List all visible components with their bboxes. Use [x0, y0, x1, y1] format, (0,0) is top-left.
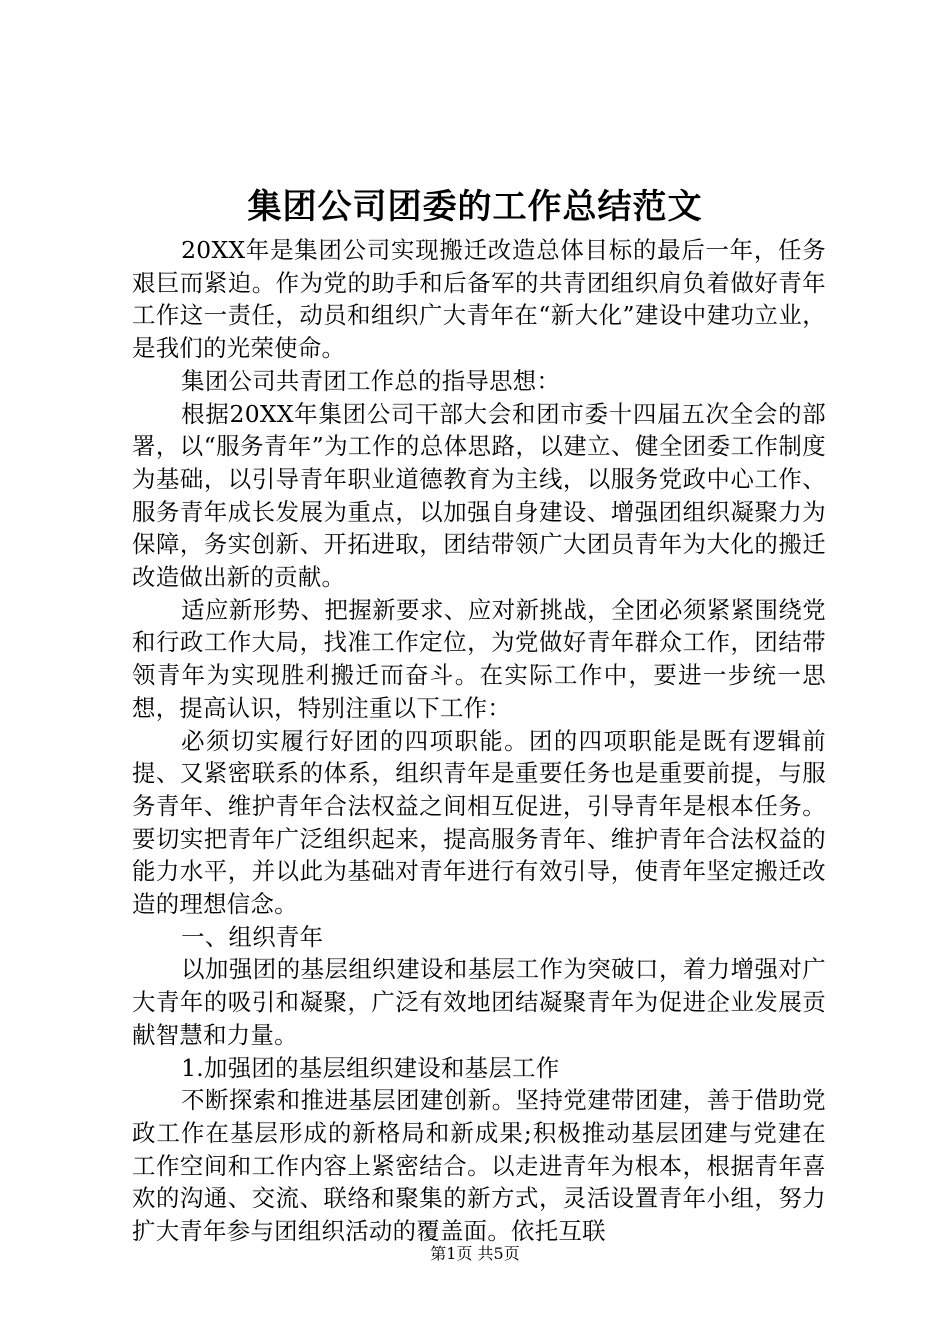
document-title: 集团公司团委的工作总结范文	[247, 187, 703, 227]
paragraph-grassroots: 不断探索和推进基层团建创新。坚持党建带团建，善于借助党政工作在基层形成的新格局和新成果;积极推动基层团建与党建在工作空间和工作内容上紧密结合。以走进青年为根本，根据青年喜欢的沟通、交流、联络和聚集的新方式，灵活设置青年小组，努力扩大青年参与团组织活动的覆盖面。依托互联	[132, 1086, 826, 1246]
paragraph-four-functions: 必须切实履行好团的四项职能。团的四项职能是既有逻辑前提、又紧密联系的体系，组织青年是重要任务也是重要前提，与服务青年、维护青年合法权益之间相互促进，引导青年是根本任务。要切实把青年广泛组织起来，提高服务青年、维护青年合法权益的能力水平，并以此为基础对青年进行有效引导，使青年坚定搬迁改造的理想信念。	[132, 726, 826, 919]
subsection-heading-grassroots: 1.加强团的基层组织建设和基层工作	[181, 1053, 560, 1082]
paragraph-organize-youth: 以加强团的基层组织建设和基层工作为突破口，着力增强对广大青年的吸引和凝聚，广泛有效地团结凝聚青年为促进企业发展贡献智慧和力量。	[132, 955, 826, 1049]
paragraph-new-situation: 适应新形势、把握新要求、应对新挑战，全团必须紧紧围绕党和行政工作大局，找准工作定位，为党做好青年群众工作，团结带领青年为实现胜利搬迁而奋斗。在实际工作中，要进一步统一思想，提高认识，特别注重以下工作：	[132, 595, 826, 722]
page-footer: 第1页 共5页	[430, 1244, 520, 1263]
section-heading-organize-youth: 一、组织青年	[181, 922, 324, 951]
paragraph-guiding-heading: 集团公司共青团工作总的指导思想：	[181, 366, 561, 395]
paragraph-intro: 20XX年是集团公司实现搬迁改造总体目标的最后一年，任务艰巨而紧迫。作为党的助手和后备军的共青团组织肩负着做好青年工作这一责任，动员和组织广大青年在“新大化”建设中建功立业，是我们的光荣使命。	[132, 236, 826, 363]
paragraph-guiding-thought: 根据20XX年集团公司干部大会和团市委十四届五次全会的部署，以“服务青年”为工作的总体思路，以建立、健全团委工作制度为基础，以引导青年职业道德教育为主线，以服务党政中心工作、服务青年成长发展为重点，以加强自身建设、增强团组织凝聚力为保障，务实创新、开拓进取，团结带领广大团员青年为大化的搬迁改造做出新的贡献。	[132, 399, 826, 592]
document-body	[132, 234, 826, 1248]
